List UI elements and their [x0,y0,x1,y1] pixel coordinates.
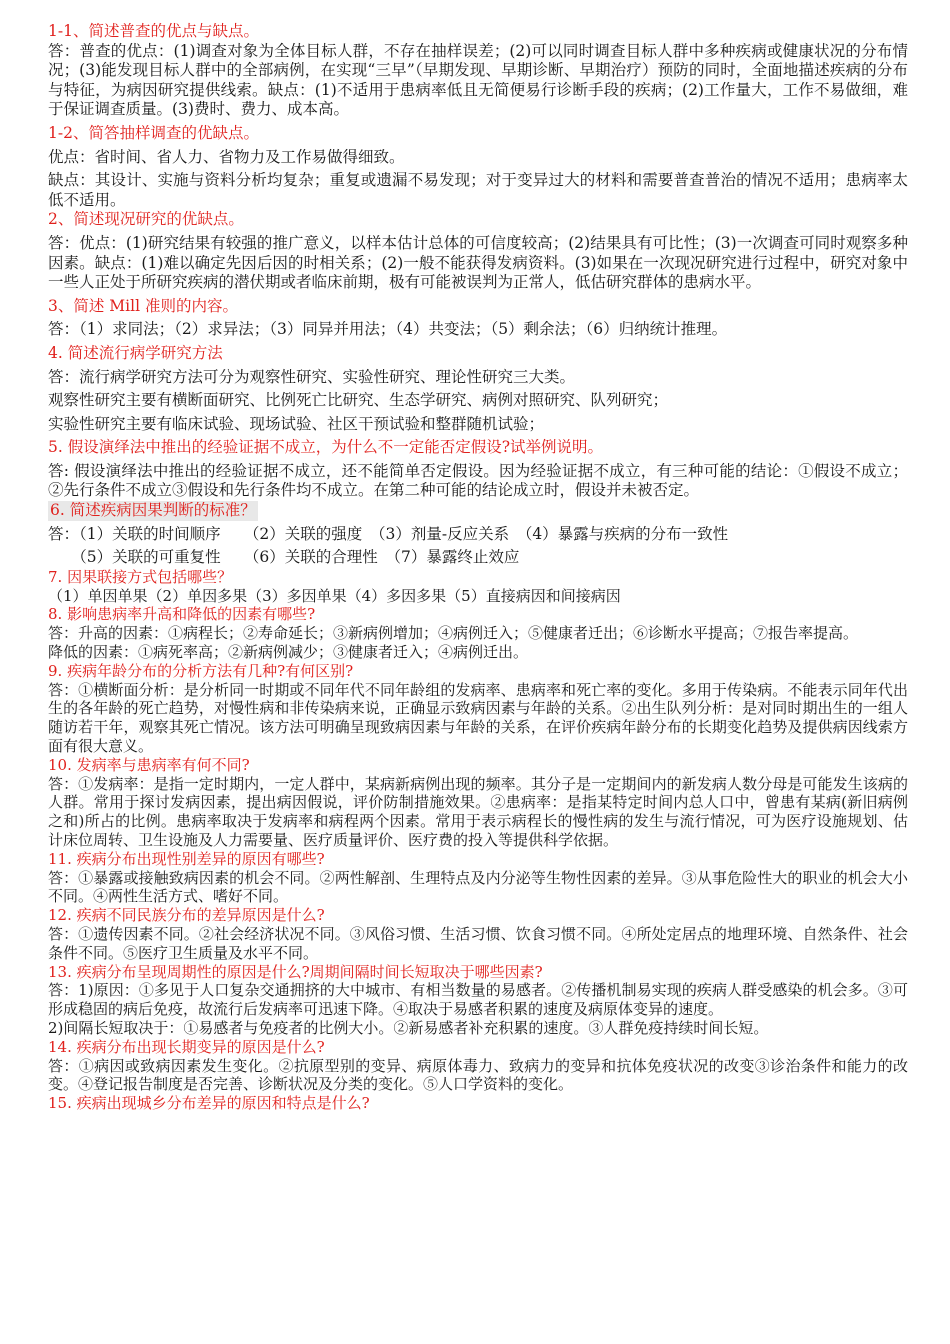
answer-paragraph: （5）关联的可重复性 （6）关联的合理性 （7）暴露终止效应 [48,548,520,567]
question-text: 14. 疾病分布出现长期变异的原因是什么? [48,1037,325,1056]
question-heading [48,963,908,982]
answer-paragraph: 2)间隔长短取决于：①易感者与免疫者的比例大小。②新易感者补充积累的速度。③人群免疫持续时间长短。 [48,1018,769,1037]
document-body [48,22,908,1113]
question-text: 10. 发病率与患病率有何不同? [48,755,250,774]
answer-paragraph: 缺点：其设计、实施与资料分析均复杂；重复或遗漏不易发现；对于变异过大的材料和需要普查普治的情况不适用；患病率太低不适用。 [48,171,908,209]
answer-paragraph: 答：（1）求同法；（2）求异法；（3）同异并用法；（4）共变法；（5）剩余法；（6）归纳统计推理。 [48,320,728,339]
answer-paragraph: 答：①暴露或接触致病因素的机会不同。②两性解剖、生理特点及内分泌等生物性因素的差异。③从事危险性大的职业的机会大小不同。④两性生活方式、嗜好不同。 [48,868,908,906]
question-heading [48,344,908,364]
answer-paragraph: （1）单因单果（2）单因多果（3）多因单果（4）多因多果（5）直接病因和间接病因 [48,586,621,605]
answer-paragraph: 答：（1）关联的时间顺序 （2）关联的强度 （3）剂量-反应关系 （4）暴露与疾病的分布一致性 [48,524,729,543]
question-text: 1-2、简答抽样调查的优缺点。 [48,123,259,142]
question-heading [48,568,908,587]
question-text: 12. 疾病不同民族分布的差异原因是什么? [48,906,325,925]
question-heading [48,210,908,230]
answer-paragraph: 实验性研究主要有临床试验、现场试验、社区干预试验和整群随机试验； [48,414,545,433]
question-heading [48,850,908,869]
question-text: 13. 疾病分布呈现周期性的原因是什么?周期间隔时间长短取决于哪些因素? [48,962,543,981]
answer-paragraph: 答：优点：(1)研究结果有较强的推广意义，以样本估计总体的可信度较高；(2)结果具有可比性；(3)一次调查可同时观察多种因素。缺点：(1)难以确定先因后因的时相关系；(2)一般不能获得发病资料。(3)如果在一次现况研究进行过程中，研究对象中一些人正处于所研究疾病的潜伏期或者临床前期，极有可能被误判为正常人，低估研究群体的患病水平。 [48,233,908,292]
question-heading [48,756,908,775]
question-heading [48,438,908,458]
question-text: 5. 假设演绎法中推出的经验证据不成立，为什么不一定能否定假设?试举例说明。 [48,438,604,457]
answer-paragraph: 答：升高的因素：①病程长；②寿命延长；③新病例增加；④病例迁入；⑤健康者迁出；⑥诊断水平提高；⑦报告率提高。 [48,624,859,643]
question-text: 6. 简述疾病因果判断的标准？ [50,501,256,520]
question-text: 4. 简述流行病学研究方法 [48,343,223,362]
question-text: 7. 因果联接方式包括哪些？ [48,567,233,586]
answer-paragraph: 答：1)原因：①多见于人口复杂交通拥挤的大中城市、有相当数量的易感者。②传播机制易实现的疾病人群受感染的机会多。③可形成稳固的病后免疫，故流行后发病率可迅速下降。④取决于易感者积累的速度及病原体变异的速度。 [48,981,908,1019]
question-heading [48,22,908,42]
question-heading [48,501,908,521]
question-text: 3、简述 Mill 准则的内容。 [48,296,238,315]
answer-paragraph: 答：①横断面分析：是分析同一时期或不同年代不同年龄组的发病率、患病率和死亡率的变化。多用于传染病。不能表示同年代出生的各年龄的死亡趋势，对慢性病和非传染病来说，正确显示致病因素与年龄的关系。②出生队列分析：是对同时期出生的一组人随访若干年，观察其死亡情况。该方法可明确呈现致病因素与年龄的关系，在评价疾病年龄分布的长期变化趋势及提供病因线索方面有很大意义。 [48,680,908,756]
question-text: 15. 疾病出现城乡分布差异的原因和特点是什么? [48,1094,370,1113]
answer-paragraph: 答：①遗传因素不同。②社会经济状况不同。③风俗习惯、生活习惯、饮食习惯不同。④所处定居点的地理环境、自然条件、社会条件不同。⑤医疗卫生质量及水平不同。 [48,924,908,962]
question-heading [48,906,908,925]
question-heading [48,297,908,317]
question-heading [48,662,908,681]
question-text: 1-1、简述普查的优点与缺点。 [48,22,259,40]
question-text: 2、简述现况研究的优缺点。 [48,210,244,229]
question-text: 8. 影响患病率升高和降低的因素有哪些? [48,605,316,624]
question-heading [48,1094,908,1113]
question-text: 11. 疾病分布出现性别差异的原因有哪些? [48,849,325,868]
answer-paragraph: 降低的因素：①病死率高；②新病例减少；③健康者迁入；④病例迁出。 [48,643,529,662]
question-heading [48,124,908,144]
question-heading [48,1038,908,1057]
answer-paragraph: 答：流行病学研究方法可分为观察性研究、实验性研究、理论性研究三大类。 [48,367,576,386]
answer-paragraph: 答：①发病率：是指一定时期内，一定人群中，某病新病例出现的频率。其分子是一定期间内的新发病人数分母是可能发生该病的人群。常用于探讨发病因素，提出病因假说，评价防制措施效果。②患病率：是指某特定时间内总人口中，曾患有某病(新旧病例之和)所占的比例。患病率取决于发病率和病程两个因素。常用于表示病程长的慢性病的发生与流行情况，可为医疗设施规划、估计床位周转、卫生设施及人力需要量、医疗质量评价、医疗费的投入等提供科学依据。 [48,774,908,849]
answer-paragraph: 优点：省时间、省人力、省物力及工作易做得细致。 [48,147,405,166]
question-heading [48,605,908,624]
answer-paragraph: 答: 假设演绎法中推出的经验证据不成立，还不能简单否定假设。因为经验证据不成立，有三种可能的结论：①假设不成立；②先行条件不成立③假设和先行条件均不成立。在第二种可能的结论成立时，假设并未被否定。 [48,461,908,500]
question-text: 9. 疾病年龄分布的分析方法有几种?有何区别? [48,661,354,680]
answer-paragraph: 答：①病因或致病因素发生变化。②抗原型别的变异、病原体毒力、致病力的变异和抗体免疫状况的改变③诊治条件和能力的改变。④登记报告制度是否完善、诊断状况及分类的变化。⑤人口学资料的变化。 [48,1056,908,1094]
answer-paragraph: 答：普查的优点：(1)调查对象为全体目标人群，不存在抽样误差；(2)可以同时调查目标人群中多种疾病或健康状况的分布情况；(3)能发现目标人群中的全部病例，在实现“三早”（早期发现、早期诊断、早期治疗）预防的同时，全面地描述疾病的分布与特征，为病因研究提供线索。缺点：(1)不适用于患病率低且无简便易行诊断手段的疾病；(2)工作量大，工作不易做细，难于保证调查质量。(3)费时、费力、成本高。 [48,41,908,119]
answer-paragraph: 观察性研究主要有横断面研究、比例死亡比研究、生态学研究、病例对照研究、队列研究； [48,391,669,410]
